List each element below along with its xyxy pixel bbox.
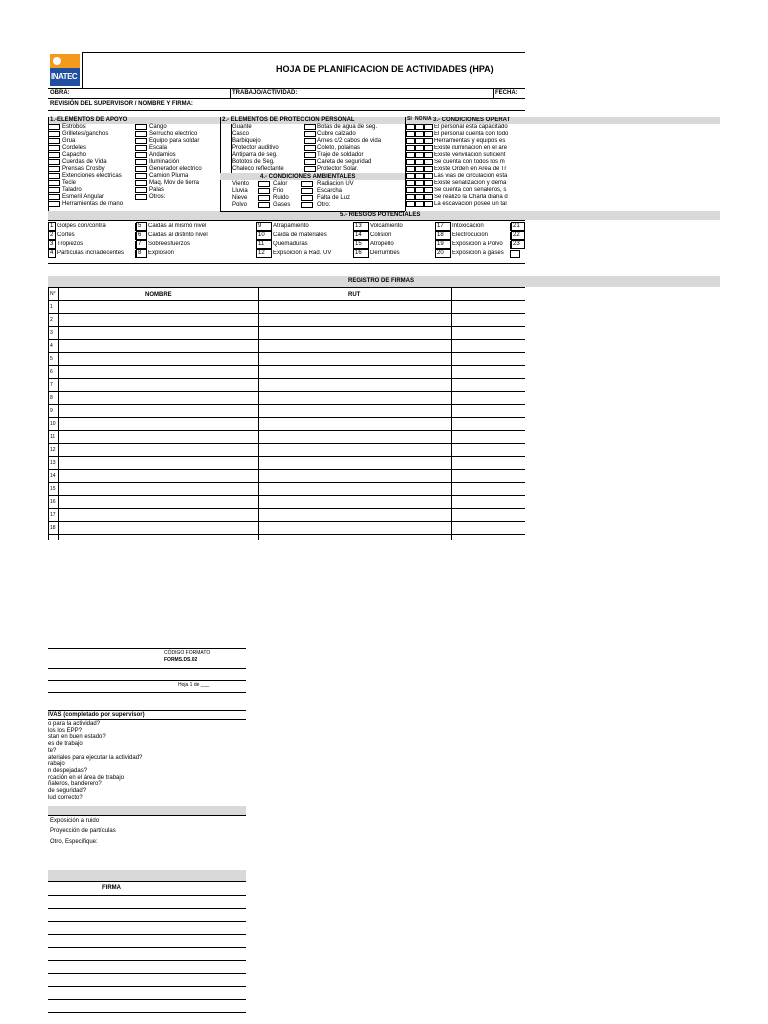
sec3-item-label: El personal esta capacitado <box>434 124 508 130</box>
p2-sec3-item: los los EPP? <box>48 727 83 734</box>
sec3-checkbox-no[interactable] <box>415 180 424 186</box>
sec5-number: 11 <box>258 241 265 247</box>
registro-row-number: 16 <box>50 499 56 505</box>
p2-sec3-title-rule <box>48 719 246 720</box>
sec1-item-label: Grua <box>62 138 76 144</box>
registro-row-number: 5 <box>50 356 53 362</box>
sec5-label: Expsoición a Rad. UV <box>273 250 332 256</box>
sec4-item-label: Frio <box>273 188 284 194</box>
p2-firma-row-rule <box>48 999 246 1000</box>
logo-text: INATEC <box>51 72 78 81</box>
sec3-item-label: La escavacion posee un tal <box>434 201 507 207</box>
sec1-checkbox[interactable] <box>135 159 147 165</box>
sec5-number: 18 <box>437 232 444 238</box>
registro-row-rule <box>48 404 525 405</box>
p2-hoja: Hoja 1 de ___ <box>178 682 210 688</box>
sec4-item-label: Radiacion UV <box>317 181 354 187</box>
sec5-bottom-rule <box>48 263 525 264</box>
sec5-number: 17 <box>437 223 444 229</box>
sec2-checkbox[interactable] <box>304 138 316 144</box>
p2-firma-row-rule <box>48 973 246 974</box>
sec3-item-label: Las vias de circulacion esta <box>434 173 508 179</box>
p2-firma-row-rule <box>48 986 246 987</box>
obra-divider <box>230 88 231 98</box>
sec5-number: 5 <box>138 223 142 229</box>
sec5-number: 20 <box>437 250 444 256</box>
sec3-checkbox-si[interactable] <box>406 201 415 207</box>
sec1-item-label: Prensas Crosby <box>62 166 105 172</box>
fecha-divider <box>493 88 494 98</box>
registro-row-number: 10 <box>50 421 56 427</box>
sec3-checkbox-na[interactable] <box>424 194 433 200</box>
registro-row-rule <box>48 365 525 366</box>
sec3-col-na: N/A <box>423 116 432 122</box>
sec3-checkbox-no[interactable] <box>415 166 424 172</box>
sec3-checkbox-na[interactable] <box>424 173 433 179</box>
sec1-checkbox[interactable] <box>48 152 60 158</box>
registro-header-rule <box>48 287 525 288</box>
sec1-checkbox[interactable] <box>48 145 60 151</box>
sec4-item-label: Gases <box>273 202 291 208</box>
sec5-number: 7 <box>138 241 142 247</box>
registro-row-number: 14 <box>50 473 56 479</box>
sec5-label: Cortes <box>57 232 75 238</box>
sec5-label: Sobreesfuerzos <box>148 241 191 247</box>
revision-label: REVISIÓN DEL SUPERVISOR / NOMBRE Y FIRMA: <box>50 101 193 107</box>
p2-firma-row-rule <box>48 947 246 948</box>
registro-row-number: 7 <box>50 382 53 388</box>
sec1-checkbox[interactable] <box>48 166 60 172</box>
sec1-checkbox[interactable] <box>48 180 60 186</box>
sec5-number: 21 <box>513 223 520 229</box>
sec1-checkbox[interactable] <box>48 194 60 200</box>
sec4-checkbox[interactable] <box>301 188 313 194</box>
sec4-checkbox[interactable] <box>301 202 313 208</box>
sec4-checkbox[interactable] <box>258 202 270 208</box>
registro-row-number: 11 <box>50 434 56 440</box>
registro-row-number: 2 <box>50 317 53 323</box>
sec3-checkbox-si[interactable] <box>406 173 415 179</box>
p2-firma-header: FIRMA <box>102 885 121 891</box>
header-rule-1 <box>48 88 525 89</box>
sec5-label: Derrumbes <box>370 250 400 256</box>
sec3-checkbox-na[interactable] <box>424 159 433 165</box>
sec4-item-label: Nieve <box>232 195 248 201</box>
sec4-item-label: Viento <box>232 181 249 187</box>
p2-sec3-item: n despejadas? <box>48 767 88 774</box>
sec1-item-label: Taladro <box>62 187 82 193</box>
sec3-checkbox-no[interactable] <box>415 187 424 193</box>
sec2-item-label: Guante <box>232 124 252 130</box>
sec4-item-label: Falta de Luz <box>317 195 351 201</box>
registro-row-rule <box>48 313 525 314</box>
p2-firma-row-rule <box>48 934 246 935</box>
registro-row-number: 15 <box>50 486 56 492</box>
p2-firma-row-rule <box>48 908 246 909</box>
sec2-item-label: Bototos de Seg. <box>232 159 275 165</box>
p2-sec3-item: de seguridad? <box>48 788 87 794</box>
registro-col-nombre: NOMBRE <box>145 292 172 298</box>
registro-row-number: 17 <box>50 512 56 518</box>
p2-firma-row-rule <box>48 921 246 922</box>
sec3-checkbox-si[interactable] <box>406 187 415 193</box>
company-logo <box>50 54 80 86</box>
sec2-inner-divider <box>231 124 232 173</box>
sec3-item-label: Existe señalizacion y dema <box>434 180 507 186</box>
registro-row-rule <box>48 443 525 444</box>
sec3-title: 3.- CONDICIONES OPERAT <box>433 117 511 123</box>
p2-firma-row-rule <box>48 895 246 896</box>
header-top-rule <box>82 52 525 53</box>
registro-row-number: 6 <box>50 369 53 375</box>
sec1-checkbox[interactable] <box>48 159 60 165</box>
sec4-bottom-rule <box>220 211 405 212</box>
p2-registro-rule <box>48 881 246 882</box>
sec1-checkbox[interactable] <box>135 166 147 172</box>
sec1-item-label: Capacho <box>62 152 87 158</box>
p2-sec3-item: te? <box>48 747 57 754</box>
sec1-checkbox[interactable] <box>135 187 147 193</box>
sec2-checkbox[interactable] <box>304 145 316 151</box>
registro-colhead-rule <box>48 300 525 301</box>
p2-sec3-item: lud correcto? <box>48 794 83 801</box>
sec1-item-label: Otros: <box>149 194 166 200</box>
registro-col-n: N° <box>50 291 56 297</box>
sec5-number: 16 <box>355 250 362 256</box>
trabajo-label: TRABAJO/ACTIVIDAD: <box>232 90 298 96</box>
sec3-checkbox-na[interactable] <box>424 131 433 137</box>
sec3-checkbox-si[interactable] <box>406 166 415 172</box>
sec3-checkbox-si[interactable] <box>406 145 415 151</box>
sec5-label: Quemaduras <box>273 241 308 247</box>
obra-label: OBRA: <box>50 90 70 96</box>
sec5-number: 4 <box>50 250 54 256</box>
p2-sec3-item: rabajo <box>48 761 65 768</box>
sec2-title: 2.- ELEMENTOS DE PROTECCION PERSONAL <box>222 117 355 123</box>
p2-rule-3 <box>48 680 246 681</box>
sec3-checkbox-na[interactable] <box>424 145 433 151</box>
registro-row-rule <box>48 482 525 483</box>
sec5-label: Volcamiento <box>370 223 403 229</box>
registro-row-number: 4 <box>50 343 53 349</box>
sec5-title: 5.- RIESGOS POTENCIALES <box>340 212 421 218</box>
sec1-item-label: Equipo para soldar <box>149 138 200 144</box>
sec3-col-no: NO <box>415 116 423 122</box>
sec1-item-label: Palas <box>149 187 165 193</box>
sec1-item-label: Escala <box>149 145 168 151</box>
sec4-checkbox[interactable] <box>258 181 270 187</box>
registro-row-rule <box>48 495 525 496</box>
sec3-checkbox-no[interactable] <box>415 201 424 207</box>
sec5-number: 6 <box>138 232 142 238</box>
p2-rule-2 <box>48 668 246 669</box>
sec2-item-label: Antiparra de seg. <box>232 152 278 158</box>
registro-divider-nombre <box>258 287 259 540</box>
registro-row-number: 9 <box>50 408 53 414</box>
sec1-item-label: Estrobos <box>62 124 86 130</box>
sec5-label: Electrocución <box>452 232 489 238</box>
registro-row-rule <box>48 352 525 353</box>
registro-row-rule <box>48 391 525 392</box>
registro-row-number: 3 <box>50 330 53 336</box>
p2-codigo-label: CÓDIGO FORMATO <box>164 650 211 656</box>
sec5-label: Partículas incnadecentes <box>57 250 125 256</box>
registro-row-number: 1 <box>50 304 53 310</box>
sec3-checkbox-no[interactable] <box>415 152 424 158</box>
registro-row-rule <box>48 456 525 457</box>
sec5-label: Intoxicación <box>452 223 484 229</box>
registro-row-rule <box>48 326 525 327</box>
registro-row-rule <box>48 417 525 418</box>
sec4-item-label: Calor <box>273 181 288 187</box>
sec1-checkbox[interactable] <box>135 131 147 137</box>
sec5-number: 8 <box>138 250 142 256</box>
document-title: HOJA DE PLANIFICACION DE ACTIVIDADES (HPA) <box>276 64 494 74</box>
sec2-item-label: Protector Solar. <box>317 166 359 172</box>
header-rule-3 <box>48 110 525 111</box>
sec3-checkbox-no[interactable] <box>415 173 424 179</box>
sec1-item-label: Maq. Mov de tierra <box>149 180 200 186</box>
registro-row-rule <box>48 430 525 431</box>
p2-sec3-item: rcación en el área de trabajo <box>48 774 125 781</box>
logo-circle <box>53 57 61 65</box>
registro-col-rut: RUT <box>348 292 361 298</box>
sec1-title: 1.-ELEMENTOS DE APOYO <box>50 117 128 123</box>
sec2-checkbox[interactable] <box>304 152 316 158</box>
sec3-item-label: Se cuenta con todos los m <box>434 159 505 165</box>
sec1-item-label: Andamios <box>149 152 176 158</box>
sec1-checkbox[interactable] <box>135 194 147 200</box>
sec5-checkbox[interactable] <box>510 250 520 258</box>
sec4-item-label: Polvo <box>232 202 248 208</box>
sections-title-band <box>48 117 720 124</box>
sec1-item-label: Esmeril Angular <box>62 194 105 200</box>
p2-sec5-band <box>48 806 246 815</box>
sec3-checkbox-na[interactable] <box>424 152 433 158</box>
sec1-checkbox[interactable] <box>48 187 60 193</box>
registro-row-rule <box>48 339 525 340</box>
sec1-item-label: Serrucho electrico <box>149 131 198 137</box>
registro-row-number: 13 <box>50 460 56 466</box>
sec1-item-label: Tecle <box>62 180 77 186</box>
sec5-number: 22 <box>513 232 520 238</box>
sec1-checkbox[interactable] <box>48 138 60 144</box>
p2-sec3-item: ateriales para ejecutar la actividad? <box>48 754 143 761</box>
sec4-checkbox[interactable] <box>258 188 270 194</box>
sec3-checkbox-no[interactable] <box>415 145 424 151</box>
sec5-label: Exposición a gases <box>452 250 504 256</box>
registro-row-rule <box>48 508 525 509</box>
sec3-checkbox-na[interactable] <box>424 187 433 193</box>
p2-sec3-item: stan en buen estado? <box>48 734 106 741</box>
sec1-checkbox[interactable] <box>135 124 147 130</box>
sec3-checkbox-no[interactable] <box>415 131 424 137</box>
sec5-number: 9 <box>258 223 262 229</box>
sec5-number: 10 <box>258 232 265 238</box>
p2-sec3-item: ñaleros, banderero? <box>48 781 102 788</box>
sec5-label: Caidas al distinto nivel <box>148 232 208 238</box>
sec4-checkbox[interactable] <box>258 195 270 201</box>
sec1-checkbox[interactable] <box>135 152 147 158</box>
sec1-checkbox[interactable] <box>135 145 147 151</box>
sec3-checkbox-na[interactable] <box>424 166 433 172</box>
p2-sec3-item: o para la actividad? <box>48 721 101 727</box>
p2-risk-21: Exposición a ruido <box>50 818 100 824</box>
sec3-checkbox-no[interactable] <box>415 159 424 165</box>
sec3-item-label: Se cuenta con señaleros, s <box>434 187 507 193</box>
sec5-label: Caída de materiales <box>273 232 327 238</box>
sec5-number: 1 <box>50 223 54 229</box>
sec5-number: 23 <box>513 241 520 247</box>
sec1-item-label: Cordeles <box>62 145 87 151</box>
registro-row-number: 8 <box>50 395 53 401</box>
p2-rule-top <box>48 648 246 649</box>
sec3-item-label: Herramientas y equipos es <box>434 138 506 144</box>
sec4-title: 4.- CONDICIONES AMBIENTALES <box>260 174 356 180</box>
p2-registro-band <box>48 870 246 881</box>
p2-sec5-rule <box>48 815 246 816</box>
p2-risk-23: Otro, Especifique: <box>50 839 98 845</box>
p2-risk-22: Proyección de partículas <box>50 828 116 834</box>
sec4-item-label: Otro: <box>317 202 331 208</box>
sec3-col-si: SI <box>407 116 412 122</box>
sec3-checkbox-na[interactable] <box>424 180 433 186</box>
sec3-checkbox-na[interactable] <box>424 124 433 130</box>
sec5-number: 12 <box>258 250 265 256</box>
sec2-checkbox[interactable] <box>304 124 316 130</box>
sec3-checkbox-si[interactable] <box>406 159 415 165</box>
sec5-label: Golpes con/contra <box>57 223 106 229</box>
sec2-item-label: Barbiquejo <box>232 138 261 144</box>
sec1-checkbox[interactable] <box>48 131 60 137</box>
registro-row-rule <box>48 534 525 535</box>
sec1-checkbox[interactable] <box>135 180 147 186</box>
registro-row-rule <box>48 521 525 522</box>
sec5-number: 14 <box>355 232 362 238</box>
sec3-checkbox-no[interactable] <box>415 124 424 130</box>
sec5-top-rule <box>48 220 525 221</box>
sec3-checkbox-na[interactable] <box>424 138 433 144</box>
p2-rule-4 <box>48 692 246 693</box>
sec2-checkbox[interactable] <box>304 159 316 165</box>
registro-row-number: 18 <box>50 525 56 531</box>
sec5-number: 19 <box>437 241 444 247</box>
p2-firma-row-rule <box>48 1012 246 1013</box>
sec2-item-label: Chaleco reflectante <box>232 166 284 172</box>
sec3-checkbox-si[interactable] <box>406 152 415 158</box>
registro-border-left <box>48 287 49 540</box>
sec1-checkbox[interactable] <box>48 173 60 179</box>
sec2-item-label: Casco <box>232 131 250 137</box>
sec3-checkbox-no[interactable] <box>415 138 424 144</box>
p2-sec3-title: IVAS (completado por supervisor) <box>48 712 145 718</box>
sec5-label: Tropiezos <box>57 241 84 247</box>
sec4-item-label: Escarcha <box>317 188 343 194</box>
sec3-checkbox-no[interactable] <box>415 194 424 200</box>
sec1-item-label: Camion Pluma <box>149 173 189 179</box>
header-logo-divider <box>82 52 83 88</box>
sec5-label: Atrapamiento <box>273 223 309 229</box>
sec3-item-label: El personal cuenta con todo <box>434 131 509 137</box>
sec1-item-label: Grilletes/ganchos <box>62 131 109 137</box>
sec3-item-label: Se realizo la Charla diaria d <box>434 194 508 200</box>
sec2-item-label: Cubre calzado <box>317 131 356 137</box>
sec2-checkbox[interactable] <box>304 166 316 172</box>
sec4-checkbox[interactable] <box>301 195 313 201</box>
sec2-item-label: Coleto, polainas <box>317 145 361 151</box>
sec4-item-label: Ruido <box>273 195 289 201</box>
sec3-checkbox-si[interactable] <box>406 131 415 137</box>
sec3-checkbox-si[interactable] <box>406 124 415 130</box>
sec2-item-label: Botas de agua de seg. <box>317 124 378 130</box>
p2-sec3-item: es de trabajo <box>48 741 83 748</box>
sec5-label: Exposición a Polvo <box>452 241 503 247</box>
sec5-number: 2 <box>50 232 54 238</box>
sec4-item-label: Lluvia <box>232 188 248 194</box>
sec3-checkbox-si[interactable] <box>406 138 415 144</box>
sec2-item-label: Arnes c/2 cabos de vida <box>317 138 382 144</box>
sec3-item-label: Existe Orden en Area de Tr <box>434 166 507 172</box>
sec1-checkbox[interactable] <box>135 138 147 144</box>
sec5-label: Colisión <box>370 232 392 238</box>
sec5-label: Caidas al mismo nivel <box>148 223 207 229</box>
sec1-checkbox[interactable] <box>135 173 147 179</box>
sec2-checkbox[interactable] <box>304 131 316 137</box>
sec1-item-label: Generador electrico <box>149 166 202 172</box>
sec5-number: 3 <box>50 241 54 247</box>
sec3-checkbox-si[interactable] <box>406 194 415 200</box>
p2-codigo-value: FORMS.DS.02 <box>164 657 198 663</box>
registro-divider-rut <box>451 287 452 540</box>
header-rule-2 <box>48 98 525 99</box>
sec1-item-label: Iluminación <box>149 159 180 165</box>
sec5-label: Atropello <box>370 241 394 247</box>
registro-divider-n <box>58 287 59 540</box>
sec1-item-label: Cango <box>149 124 167 130</box>
sec5-number: 15 <box>355 241 362 247</box>
sec3-checkbox-si[interactable] <box>406 180 415 186</box>
sec2-item-label: Careta de seguridad <box>317 159 372 165</box>
registro-row-number: 12 <box>50 447 56 453</box>
sec1-item-label: Herramientas de mano <box>62 201 124 207</box>
sec5-label: Explosión <box>148 250 175 256</box>
sec1-sec2-divider <box>220 117 221 211</box>
sec4-checkbox[interactable] <box>301 181 313 187</box>
sec1-checkbox[interactable] <box>48 201 60 207</box>
sec2-item-label: Protector auditivo <box>232 145 279 151</box>
sec5-number: 13 <box>355 223 362 229</box>
sec2-item-label: Traje de soldador <box>317 152 364 158</box>
sec1-checkbox[interactable] <box>48 124 60 130</box>
p2-sec3-top-rule <box>48 710 246 711</box>
fecha-label: FECHA: <box>495 90 518 96</box>
p2-firma-row-rule <box>48 960 246 961</box>
sec3-item-label: Existe venvilacion suficient <box>434 152 506 158</box>
registro-row-rule <box>48 378 525 379</box>
sec1-item-label: Cuerdas de Vida <box>62 159 107 165</box>
sec3-checkbox-na[interactable] <box>424 201 433 207</box>
registro-row-rule <box>48 469 525 470</box>
sec1-item-label: Extenciones electricas <box>62 173 122 179</box>
sec3-item-label: Existe iluminacion en el are <box>434 145 508 151</box>
registro-title: REGISTRO DE FIRMAS <box>348 278 415 284</box>
